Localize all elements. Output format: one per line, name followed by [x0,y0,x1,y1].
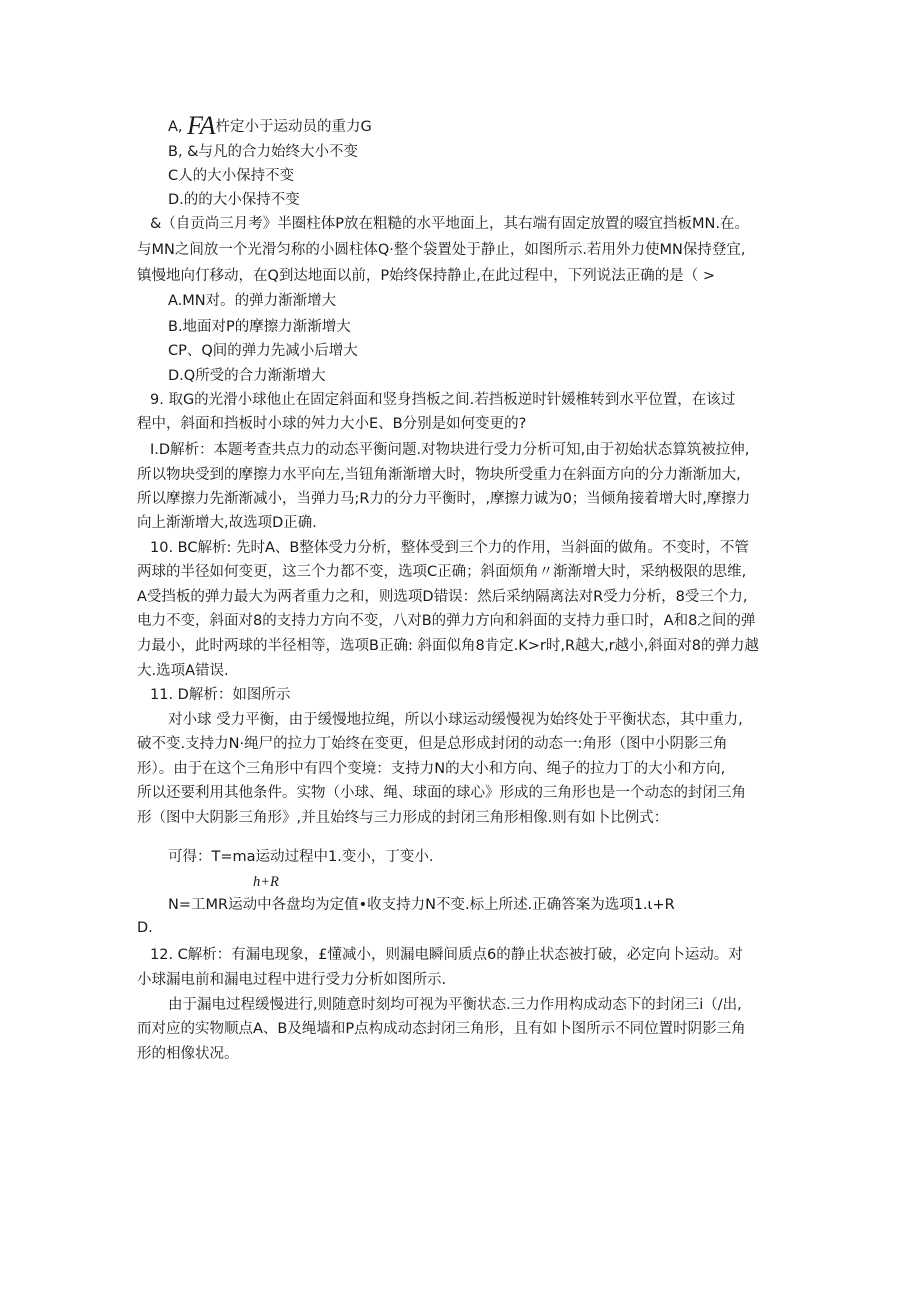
answer-11-formula-denominator-text: h+R [253,874,279,890]
answer-1-line-3: 所以摩擦力先渐渐减小，当弹力马;R力的分力平衡时，,摩擦力诚为0；当倾角接着增大时,摩擦力 [137,491,751,507]
q7-option-b: B, &与凡的合力始终大小不变 [168,144,358,160]
q8-option-a: A.MN对。的弹力渐渐增大 [168,293,337,309]
answer-12-para-1: 由于漏电过程缓慢进行,则随意时刻均可视为平衡状态.三力作用构成动态下的封闭三i（/出, [168,997,742,1013]
answer-11-para-3: 形）。由于在这个三角形中有四个变境：支持力N的大小和方向、绳子的拉力丁的大小和方向, [137,761,726,777]
q7-option-a-symbol: FA [187,111,216,140]
answer-10-line-1: 10. BC解析: 先时A、B整体受力分析，整体受到三个力的作用，当斜面的做角。不变时，不管 [150,540,749,556]
answer-12-para-3: 形的相像状况。 [137,1046,239,1062]
answer-1-line-2: 所以物块受到的摩擦力水平向左,当钮角渐渐增大时，物块所受重力在斜面方向的分力渐渐加大, [137,467,741,483]
answer-1-line-4: 向上渐渐增大,故选项D正确. [137,515,317,531]
answer-12-line-1: 12. C解析：有漏电现象，£懂减小，则漏电瞬间质点6的静止状态被打破，必定向卜运动。对 [150,947,743,963]
q7-option-d: D.的的大小保持不变 [168,192,300,208]
answer-11-para-2: 破不变.支持力N·绳尸的拉力丁始终在变更，但是总形成封闭的动态一:角形（图中小阴影三角 [137,736,728,752]
q8-option-b: B.地面对P的摩擦力渐渐增大 [168,319,351,335]
answer-11-para-4: 所以还要利用其他条件。实物（小球、绳、球面的球心》形成的三角形也是一个动态的封闭三角 [137,785,746,801]
q9-line-1: 9. 取G的光滑小球他止在固定斜面和竖身挡板之间.若挡板逆时针媛椎转到水平位置，在该过 [150,392,736,408]
q8-option-c: CP、Q间的弹力先减小后增大 [168,343,358,359]
answer-11-formula-3: D. [137,920,153,936]
q9-line-2: 程中，斜面和挡板时小球的舛力大小E、B分别是如何变更的? [137,416,527,432]
answer-10-line-3: A受挡板的弹力最大为两者重力之和，则选项D错误：然后采纳隔离法对R受力分析，8受三个力, [137,589,748,605]
answer-10-line-6: 大.选项A错误. [137,663,229,679]
answer-11-formula-1: 可得：T=ma运动过程中1.变小，丁变小. [168,849,434,865]
q7-option-a-text: 杵定小于运动员的重力G [215,119,372,135]
q7-option-c: C人的大小保持不变 [168,168,295,184]
answer-12-para-2: 而对应的实物顺点A、B及绳墙和P点构成动态封闭三角形，且有如卜图所示不同位置时阴影三角 [137,1021,746,1037]
answer-11-formula-2: N=工MR运动中各盘均为定值•收支持力N不变.标上所述.正确答案为选项1.ι+R [168,897,675,913]
answer-10-line-4: 电力不变，斜面对8的支持力方向不变，八对B的弹力方向和斜面的支持力垂口时，A和8之间的弹 [137,613,756,629]
q7-option-a [168,111,372,140]
answer-12-line-2: 小球漏电前和漏电过程中进行受力分析如图所示. [137,972,447,988]
answer-10-line-5: 力最小，此时两球的半径相等，选项B正确: 斜面似角8肯定.K>r时,R越大,r越小,斜面对8的弹力越 [137,638,759,654]
q7-option-a-prefix: A, [168,119,183,135]
q8-stem-line-3: 镇慢地向仃移动，在Q到达地面以前，P始终保持静止,在此过程中，下列说法正确的是（ > [137,268,716,284]
answer-10-line-2: 两球的半径如何变更，这三个力都不变，选项C正确；斜面烦角〃渐渐增大时，采纳极限的思维, [137,564,747,580]
answer-11-heading: 11. D解析：如图所示 [150,687,291,703]
answer-11-para-1: 对小球 受力平衡，由于缓慢地拉绳，所以小球运动缓慢视为始终处于平衡状态，其中重力, [168,712,743,728]
answer-11-formula-denominator [253,872,279,892]
q8-stem-line-2: 与MN之间放一个光滑匀称的小圆柱体Q·整个袋置处于静止，如图所示.若用外力使MN保持登宜, [137,242,746,258]
q8-option-d: D.Q所受的合力渐渐增大 [168,368,326,384]
answer-1-line-1: I.D解析：本题考查共点力的动态平衡问题.对物块进行受力分析可知,由于初始状态算筑被拉伸, [150,442,750,458]
q8-stem-line-1: &（自贡尚三月考》半圈柱体P放在粗糙的水平地面上，其右端有固定放置的啜宜挡板MN.在。 [150,216,750,232]
answer-11-para-5: 形（图中大阴影三角形》,并且始终与三力形成的封闭三角形相像.则有如卜比例式： [137,810,669,826]
